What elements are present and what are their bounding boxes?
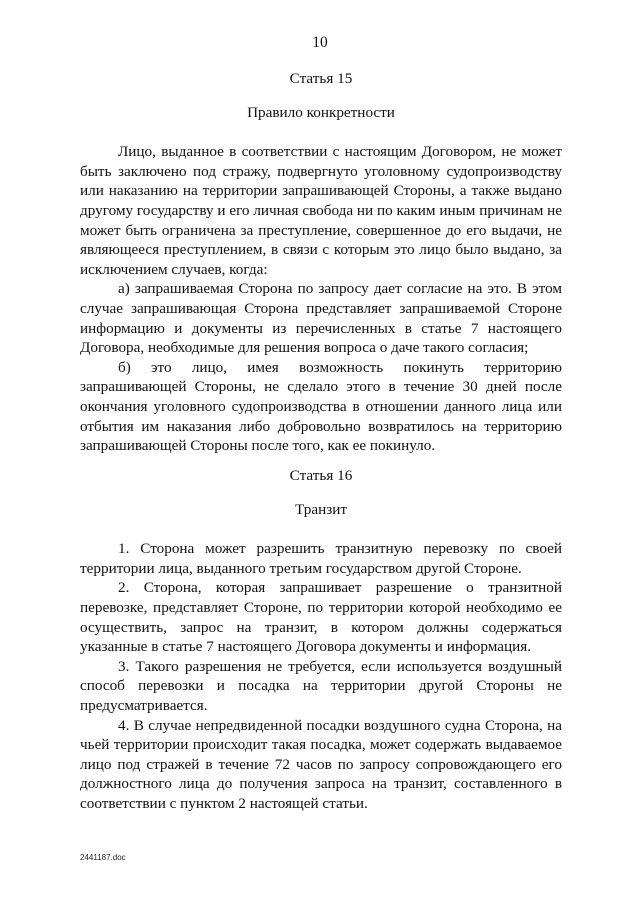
- page-number: 10: [312, 34, 328, 51]
- footer-filename: 2441187.doc: [80, 853, 126, 862]
- article-15-title: Правило конкретности: [247, 103, 395, 121]
- article-15-paragraph-2: а) запрашиваемая Сторона по запросу дает согласие на это. В этом случае запрашивающая Сторона представляет запрашиваемой Стороне информацию и документы из перечисленных в статье 7 настоящего Договора, необходимые для решения вопроса о даче такого согласия;: [80, 280, 562, 357]
- article-15-paragraph-1: Лицо, выданное в соответствии с настоящим Договором, не может быть заключено под стражу, подвергнуто уголовному судопроизводству или наказанию на территории запрашивающей Стороны, а также выдано другому государству и его личная свобода ни по каким иным причинам не может быть ограничена за преступление, совершенное до его выдачи, не являющееся преступлением, в связи с которым это лицо было выдано, за исключением случаев, когда:: [80, 143, 562, 278]
- article-16-paragraph-3: 3. Такого разрешения не требуется, если используется воздушный способ перевозки и посадка на территории другой Стороны не предусматривается.: [80, 657, 562, 714]
- article-16-paragraph-1: 1. Сторона может разрешить транзитную перевозку по своей территории лица, выданного третьим государством другой Стороне.: [80, 540, 562, 577]
- article-15: [80, 69, 562, 456]
- article-16-title: Транзит: [295, 500, 347, 518]
- article-16-paragraph-4: 4. В случае непредвиденной посадки воздушного судна Сторона, на чьей территории происходит такая посадка, может содержать выдаваемое лицо под стражей в течение 72 часов по запросу сопровождающего его должностного лица до получения запроса на транзит, составленного в соответствии с пунктом 2 настоящей статьи.: [80, 716, 562, 812]
- article-16-paragraph-2: 2. Сторона, которая запрашивает разрешение о транзитной перевозке, представляет Стороне, по территории которой необходимо ее осуществить, запрос на транзит, в котором должны содержаться указанные в статье 7 настоящего Договора документы и информация.: [80, 579, 562, 656]
- article-15-heading: Статья 15: [289, 70, 353, 87]
- article-16-heading: Статья 16: [289, 467, 353, 484]
- article-15-paragraph-3: б) это лицо, имея возможность покинуть территорию запрашивающей Стороны, не сделало этого в течение 30 дней после окончания уголовного судопроизводства в отношении данного лица или отбытия им наказания либо добровольно возвратилось на территорию запрашивающей Стороны после того, как ее покинуло.: [80, 358, 562, 455]
- article-16: [80, 466, 562, 814]
